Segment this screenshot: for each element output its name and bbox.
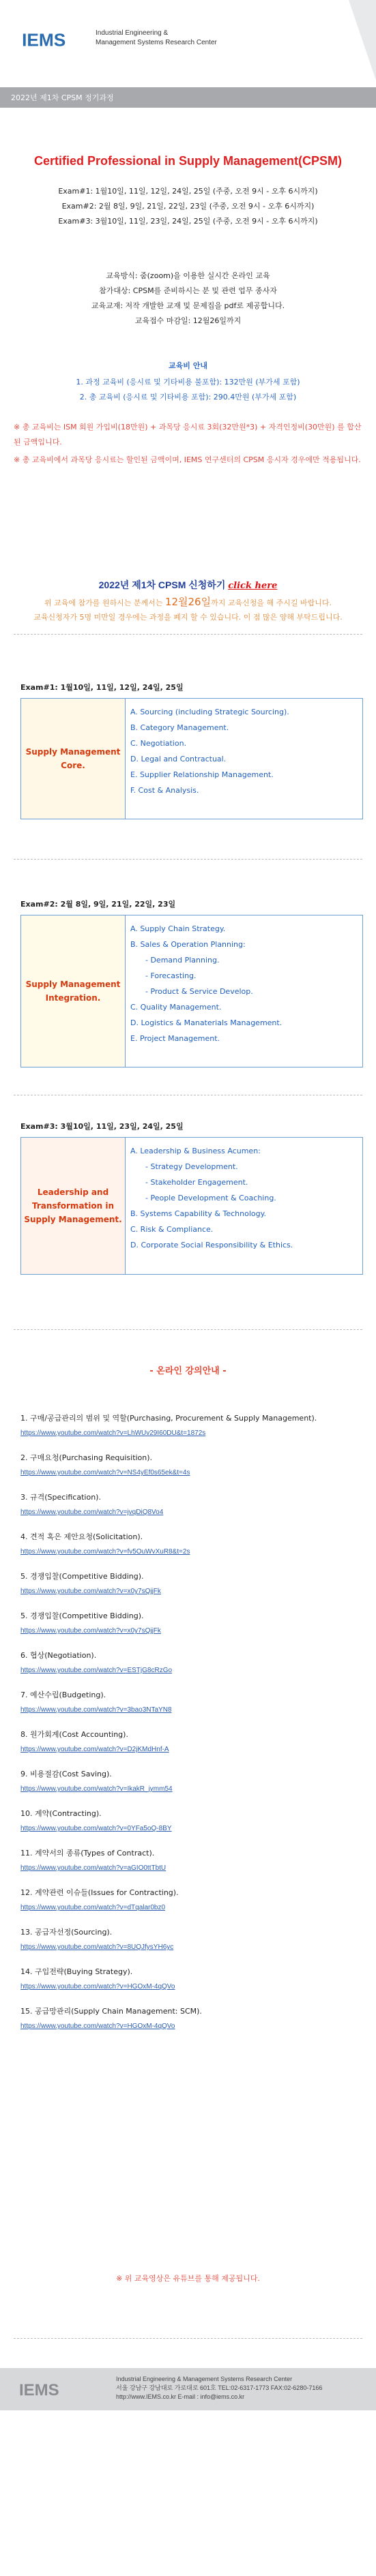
footer-line: http://www.IEMS.co.kr E-mail : info@iems.co.kr [116, 2393, 245, 2400]
lecture-title: 3. 규격(Specification). [20, 1493, 101, 1502]
topic-item: C. Negotiation. [130, 739, 187, 748]
divider [14, 634, 362, 635]
divider [14, 859, 362, 860]
lecture-title: 15. 공급망관리(Supply Chain Management: SCM). [20, 2007, 202, 2016]
page-title: Certified Professional in Supply Management(CPSM) [33, 154, 343, 168]
lecture-title: 10. 계약(Contracting). [20, 1809, 102, 1818]
exam-schedule [0, 184, 376, 229]
deadline-text-end: 까지 교육신청을 해 주시길 바랍니다. [211, 598, 332, 607]
iems-logo [16, 30, 105, 49]
lecture-item [20, 1648, 362, 1678]
course-name-line: Leadership and [37, 1187, 109, 1197]
lecture-link[interactable]: https://www.youtube.com/watch?v=x0y7sQjjFk [20, 1588, 161, 1595]
lecture-link[interactable]: https://www.youtube.com/watch?v=HGOxM-4qQVo [20, 1983, 175, 1990]
topic-item: E. Project Management. [130, 1034, 220, 1043]
course-name [21, 1138, 126, 1274]
lecture-title: 13. 공급자선정(Sourcing). [20, 1928, 113, 1937]
lecture-link[interactable]: https://www.youtube.com/watch?v=0YFa5oQ-8BY [20, 1825, 172, 1832]
lecture-link[interactable]: https://www.youtube.com/watch?v=NS4yEf0s65ek&t=4s [20, 1469, 190, 1476]
lecture-title: 9. 비용절감(Cost Saving). [20, 1770, 112, 1778]
footer [0, 2368, 376, 2410]
lecture-item [20, 1451, 362, 1480]
footer-contact [116, 2375, 322, 2401]
course-name [21, 915, 126, 1067]
topic-item: C. Risk & Compliance. [130, 1225, 214, 1234]
lecture-title: 11. 계약서의 종류(Types of Contract). [20, 1849, 155, 1858]
course-box-integration [20, 915, 363, 1067]
lecture-title: 6. 협상(Negotiation). [20, 1651, 97, 1660]
course-name-line: Supply Management. [24, 1215, 122, 1224]
click-here-link[interactable]: click here [228, 581, 278, 591]
lecture-item [20, 1609, 362, 1638]
exam2-title: Exam#2: 2월 8일, 9일, 21일, 22일, 23일 [20, 900, 176, 909]
register-title [0, 578, 376, 592]
topic-subitem: - Forecasting. [145, 971, 197, 980]
lecture-link[interactable]: https://www.youtube.com/watch?v=8UQJfysYH6yc [20, 1943, 174, 1951]
course-name-line: Supply Management [25, 980, 121, 989]
lecture-title: 2. 구매요청(Purchasing Requisition). [20, 1453, 153, 1462]
divider [14, 1329, 362, 1330]
course-name-line: Supply Management [25, 747, 121, 757]
topic-item: B. Category Management. [130, 723, 229, 732]
lecture-link[interactable]: https://www.youtube.com/watch?v=3bao3NTaYN8 [20, 1706, 172, 1714]
topic-item: D. Corporate Social Responsibility & Ethics. [130, 1241, 293, 1249]
exam-line: Exam#2: 2월 8일, 9일, 21일, 22일, 23일 (주중, 오전 9시 - 오후 6시까지) [61, 202, 315, 211]
lecture-link[interactable]: https://www.youtube.com/watch?v=IkakR_jymm54 [20, 1785, 173, 1793]
topic-subitem: - Stakeholder Engagement. [145, 1178, 248, 1187]
org-line-2: Management Systems Research Center [96, 39, 217, 46]
fee-note: ※ 총 교육비에서 과목당 응시료는 할인된 금액이며, IEMS 연구센터의 CPSM 응시자 경우에만 적용됩니다. [14, 455, 361, 464]
lecture-title: 4. 견적 혹은 제안요청(Solicitation). [20, 1532, 143, 1541]
youtube-note: ※ 위 교육영상은 유튜브를 통해 제공됩니다. [116, 2274, 260, 2283]
topic-subitem: - Demand Planning. [145, 956, 220, 965]
lecture-item [20, 1806, 362, 1836]
course-bar-text: 2022년 제1차 CPSM 정기과정 [11, 93, 114, 102]
info-line: 참가대상: CPSM를 준비하시는 분 및 관련 업무 종사자 [99, 286, 277, 295]
course-name-line: Core. [61, 761, 85, 770]
register-title-text: 2022년 제1차 CPSM 신청하기 [98, 579, 226, 590]
lecture-link[interactable]: https://www.youtube.com/watch?v=D2jKMdHnf-A [20, 1746, 169, 1753]
topic-item: D. Legal and Contractual. [130, 755, 227, 763]
lecture-title: 1. 구매/공급관리의 범위 및 역할(Purchasing, Procurement & Supply Management). [20, 1414, 317, 1423]
lecture-link[interactable]: https://www.youtube.com/watch?v=ESTjG8cRzGo [20, 1667, 173, 1674]
topic-item: B. Systems Capability & Technology. [130, 1209, 267, 1218]
topic-item: B. Sales & Operation Planning: [130, 940, 246, 949]
divider [14, 2338, 362, 2339]
fee-lines [0, 375, 376, 405]
org-name [96, 29, 217, 48]
logo-text: IEMS [22, 30, 66, 49]
lecture-link[interactable]: https://www.youtube.com/watch?v=dTqalar0bz0 [20, 1904, 166, 1911]
info-line: 교육교재: 저작 개발한 교재 및 문제집을 pdf로 제공합니다. [91, 301, 285, 310]
lecture-title: 5. 경쟁입찰(Competitive Bidding). [20, 1572, 144, 1581]
topic-subitem: - People Development & Coaching. [145, 1194, 276, 1202]
topic-subitem: - Product & Service Develop. [145, 987, 253, 996]
register-minimum-note: 교육신청자가 5명 미만일 경우에는 과정을 폐지 할 수 있습니다. 이 점 많은 양해 부탁드립니다. [33, 613, 343, 622]
footer-line: Industrial Engineering & Management Systems Research Center [116, 2376, 293, 2382]
info-line: 교육접수 마감일: 12월26일까지 [134, 316, 242, 325]
org-line-1: Industrial Engineering & [96, 29, 169, 37]
corner-decoration [349, 0, 376, 80]
exam3-title: Exam#3: 3월10일, 11일, 23일, 24일, 25일 [20, 1122, 184, 1131]
topic-item: A. Leadership & Business Acumen: [130, 1147, 261, 1155]
lecture-title: 5. 경쟁입찰(Competitive Bidding). [20, 1611, 144, 1620]
lecture-item [20, 1490, 362, 1519]
lecture-item [20, 1846, 362, 1875]
topic-item: D. Logistics & Manaterials Management. [130, 1018, 283, 1027]
lecture-link[interactable]: https://www.youtube.com/watch?v=LhWUv29I60DU&t=1872s [20, 1429, 206, 1437]
course-box-core [20, 698, 363, 819]
exam1-title: Exam#1: 1월10일, 11일, 12일, 24일, 25일 [20, 683, 184, 692]
register-deadline [0, 596, 376, 609]
lecture-item [20, 1885, 362, 1915]
exam-line: Exam#3: 3월10일, 11일, 23일, 24일, 25일 (주중, 오전 9시 - 오후 6시까지) [58, 217, 318, 226]
lecture-item [20, 1727, 362, 1757]
lecture-link[interactable]: https://www.youtube.com/watch?v=x0y7sQjjFk [20, 1627, 161, 1635]
lecture-link[interactable]: https://www.youtube.com/watch?v=fv5OuWvXuR8&t=2s [20, 1548, 190, 1556]
info-line: 교육방식: 줌(zoom)을 이용한 실시간 온라인 교육 [106, 271, 270, 280]
fee-line: 2. 총 교육비 (응시료 및 기타비용 포함): 290.4만원 (부가세 포함) [79, 393, 297, 401]
header [0, 0, 376, 80]
deadline-text: 위 교육에 참가를 원하시는 분께서는 [44, 598, 165, 607]
footer-logo [19, 2380, 87, 2398]
lecture-link[interactable]: https://www.youtube.com/watch?v=HGOxM-4qQVo [20, 2022, 175, 2030]
lecture-item [20, 2004, 362, 2033]
topic-item: F. Cost & Analysis. [130, 786, 199, 795]
course-topics [130, 704, 357, 798]
lecture-item [20, 1925, 362, 1954]
exam-line: Exam#1: 1월10일, 11일, 12일, 24일, 25일 (주중, 오전 9시 - 오후 6시까지) [58, 187, 318, 196]
lecture-title: 7. 예산수립(Budgeting). [20, 1691, 106, 1699]
deadline-date: 12월26일 [164, 596, 212, 608]
course-topics [130, 921, 357, 1046]
course-name-line: Transformation in [31, 1201, 115, 1211]
topic-item: E. Supplier Relationship Management. [130, 770, 274, 779]
course-info [0, 269, 376, 329]
lecture-link[interactable]: https://www.youtube.com/watch?v=jvqDiQ8Vo4 [20, 1509, 164, 1516]
fee-note: ※ 총 교육비는 ISM 회원 가입비(18만원) + 과목당 응시료 3회(32만원*3) + 자격인정비(30만원) 를 합산된 금액입니다. [14, 423, 362, 446]
topic-item: A. Supply Chain Strategy. [130, 924, 226, 933]
lecture-item [20, 1411, 362, 1440]
fee-line: 1. 과정 교육비 (응시료 및 기타비용 불포함): 132만원 (부가세 포함) [76, 378, 300, 387]
lecture-title: 8. 원가회계(Cost Accounting). [20, 1730, 128, 1739]
topic-item: A. Sourcing (including Strategic Sourcing). [130, 708, 289, 716]
lecture-item [20, 1530, 362, 1559]
lecture-title: 14. 구입전략(Buying Strategy). [20, 1967, 133, 1976]
topic-item: C. Quality Management. [130, 1003, 222, 1012]
course-topics [130, 1143, 357, 1253]
course-bar [0, 87, 376, 108]
lecture-item [20, 1569, 362, 1598]
fee-title: 교육비 안내 [169, 361, 207, 370]
footer-line: 서울 강남구 강남대로 가로대로 601호 TEL:02-6317-1773 FAX:02-6280-7166 [116, 2384, 323, 2391]
footer-logo-text: IEMS [19, 2381, 59, 2398]
topic-subitem: - Strategy Development. [145, 1162, 238, 1171]
lecture-item [20, 1767, 362, 1796]
course-name-line: Integration. [45, 993, 101, 1003]
course-name [21, 699, 126, 819]
course-box-leadership [20, 1137, 363, 1275]
lectures-title: - 온라인 강의안내 - [149, 1366, 227, 1376]
lecture-item [20, 1965, 362, 1994]
lecture-link[interactable]: https://www.youtube.com/watch?v=aGIO0ttTbtU [20, 1864, 167, 1872]
lecture-title: 12. 계약관련 이슈들(Issues for Contracting). [20, 1888, 179, 1897]
lecture-item [20, 1688, 362, 1717]
